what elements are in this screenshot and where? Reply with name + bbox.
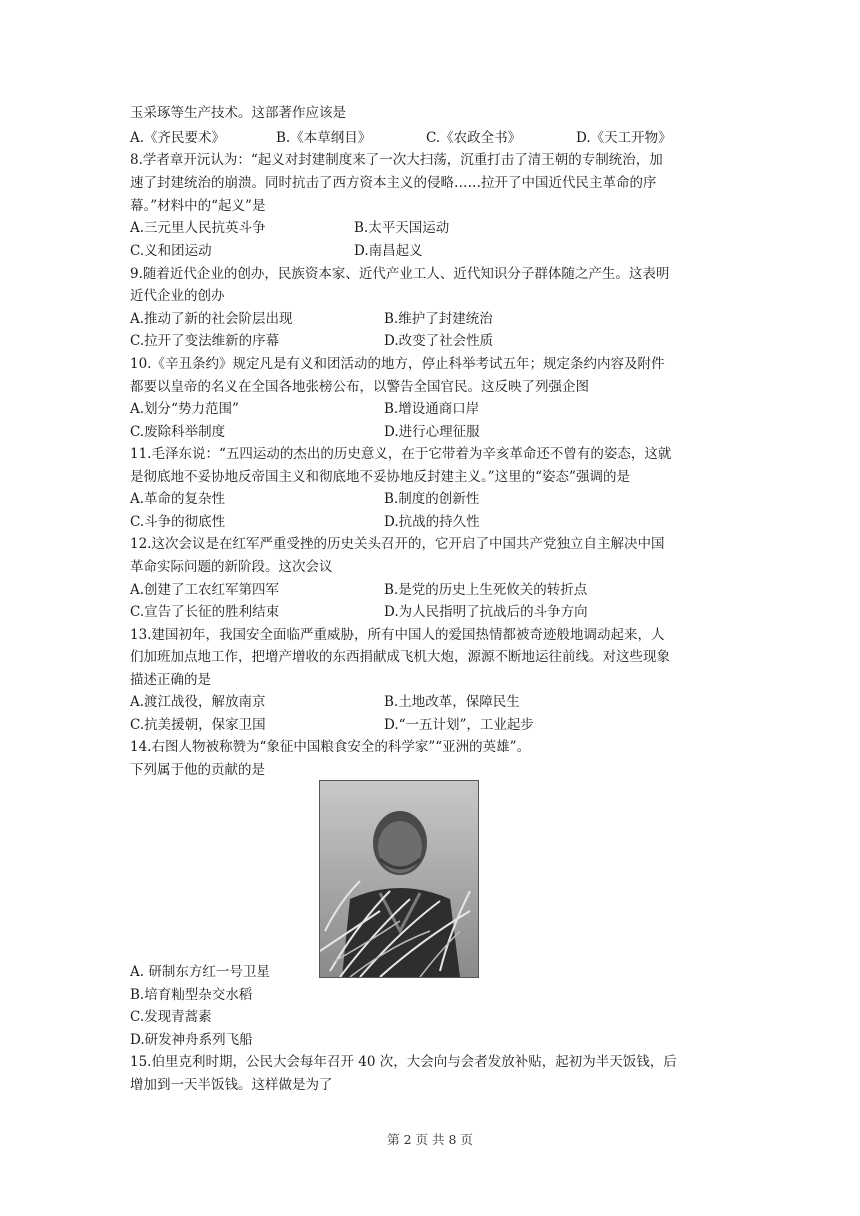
q11-stem-line: 11.毛泽东说：“五四运动的杰出的历史意义，在于它带着为辛亥革命还不曾有的姿态，这就 (130, 446, 672, 462)
q10-option-c: C.废除科举制度 (130, 424, 226, 440)
q8-stem-line: 速了封建统治的崩溃。同时抗击了西方资本主义的侵略……拉开了中国近代民主革命的序 (130, 175, 657, 191)
q15-stem-line: 15.伯里克利时期，公民大会每年召开 40 次，大会向与会者发放补贴，起初为半天饭钱，后 (130, 1054, 677, 1070)
q13-stem-line: 们加班加点地工作，把增产增收的东西捐献成飞机大炮，源源不断地运往前线。对这些现象 (130, 649, 670, 665)
q11-option-b: B.制度的创新性 (384, 491, 480, 507)
q12-stem-line: 革命实际问题的新阶段。这次会议 (130, 559, 333, 575)
q7-option-d: D.《天工开物》 (576, 130, 672, 146)
q8-option-d: D.南昌起义 (354, 243, 423, 259)
q10-option-b: B.增设通商口岸 (384, 401, 480, 417)
q14-option-c: C.发现青蒿素 (130, 1009, 212, 1025)
q10-stem-line: 都要以皇帝的名义在全国各地张榜公布，以警告全国官民。这反映了列强企图 (130, 379, 589, 395)
q14-option-a: A. 研制东方红一号卫星 (130, 964, 270, 980)
q8-option-a: A.三元里人民抗英斗争 (130, 220, 266, 236)
q12-stem-line: 12.这次会议是在红军严重受挫的历史关头召开的，它开启了中国共产党独立自主解决中国 (130, 536, 665, 552)
q12-option-c: C.宣告了长征的胜利结束 (130, 604, 280, 620)
q9-stem-line: 近代企业的创办 (130, 288, 225, 304)
q12-option-d: D.为人民指明了抗战后的斗争方向 (384, 604, 588, 620)
q7-option-b: B.《本草纲目》 (276, 130, 372, 146)
q11-stem-line: 是彻底地不妥协地反帝国主义和彻底地不妥协地反封建主义。”这里的“姿态”强调的是 (130, 469, 630, 485)
q13-option-d: D.“一五计划”，工业起步 (384, 717, 534, 733)
q12-option-a: A.创建了工农红军第四军 (130, 582, 280, 598)
q14-option-b: B.培育籼型杂交水稻 (130, 987, 253, 1003)
q13-stem-line: 描述正确的是 (130, 672, 211, 688)
q13-option-c: C.抗美援朝，保家卫国 (130, 717, 266, 733)
q9-option-a: A.推动了新的社会阶层出现 (130, 311, 293, 327)
portrait-photo-drawing (320, 781, 478, 977)
q14-stem-line: 下列属于他的贡献的是 (130, 762, 265, 778)
q9-stem-line: 9.随着近代企业的创办，民族资本家、近代产业工人、近代知识分子群体随之产生。这表明 (130, 266, 670, 282)
q14-stem-line: 14.右图人物被称赞为“象征中国粮食安全的科学家”“亚洲的英雄”。 (130, 739, 531, 755)
q7-option-a: A.《齐民要术》 (130, 130, 226, 146)
q10-stem-line: 10.《辛丑条约》规定凡是有义和团活动的地方，停止科举考试五年；规定条约内容及附件 (130, 356, 665, 372)
q9-option-c: C.拉开了变法维新的序幕 (130, 333, 280, 349)
q8-stem-line: 幕。”材料中的“起义”是 (130, 198, 266, 214)
q7-option-c: C.《农政全书》 (426, 130, 522, 146)
q14-option-d: D.研发神舟系列飞船 (130, 1032, 253, 1048)
q8-option-c: C.义和团运动 (130, 243, 212, 259)
q13-stem-line: 13.建国初年，我国安全面临严重威胁，所有中国人的爱国热情都被奇迹般地调动起来，人 (130, 627, 665, 643)
q11-option-c: C.斗争的彻底性 (130, 514, 226, 530)
q11-option-d: D.抗战的持久性 (384, 514, 480, 530)
q8-option-b: B.太平天国运动 (354, 220, 450, 236)
q15-stem-line: 增加到一天半饭钱。这样做是为了 (130, 1077, 333, 1093)
q10-option-d: D.进行心理征服 (384, 424, 480, 440)
page-number: 第 2 页 共 8 页 (387, 1132, 473, 1147)
q10-option-a: A.划分“势力范围” (130, 401, 239, 417)
q13-option-a: A.渡江战役，解放南京 (130, 694, 266, 710)
portrait-photo-icon (319, 780, 479, 978)
q12-option-b: B.是党的历史上生死攸关的转折点 (384, 582, 588, 598)
q9-option-b: B.维护了封建统治 (384, 311, 493, 327)
q13-option-b: B.土地改革，保障民生 (384, 694, 520, 710)
q9-option-d: D.改变了社会性质 (384, 333, 494, 349)
q8-stem-line: 8.学者章开沅认为：“起义对封建制度来了一次大扫荡，沉重打击了清王朝的专制统治，加 (130, 152, 663, 168)
q7-stem-line: 玉采琢等生产技术。这部著作应该是 (130, 105, 346, 121)
q11-option-a: A.革命的复杂性 (130, 491, 226, 507)
